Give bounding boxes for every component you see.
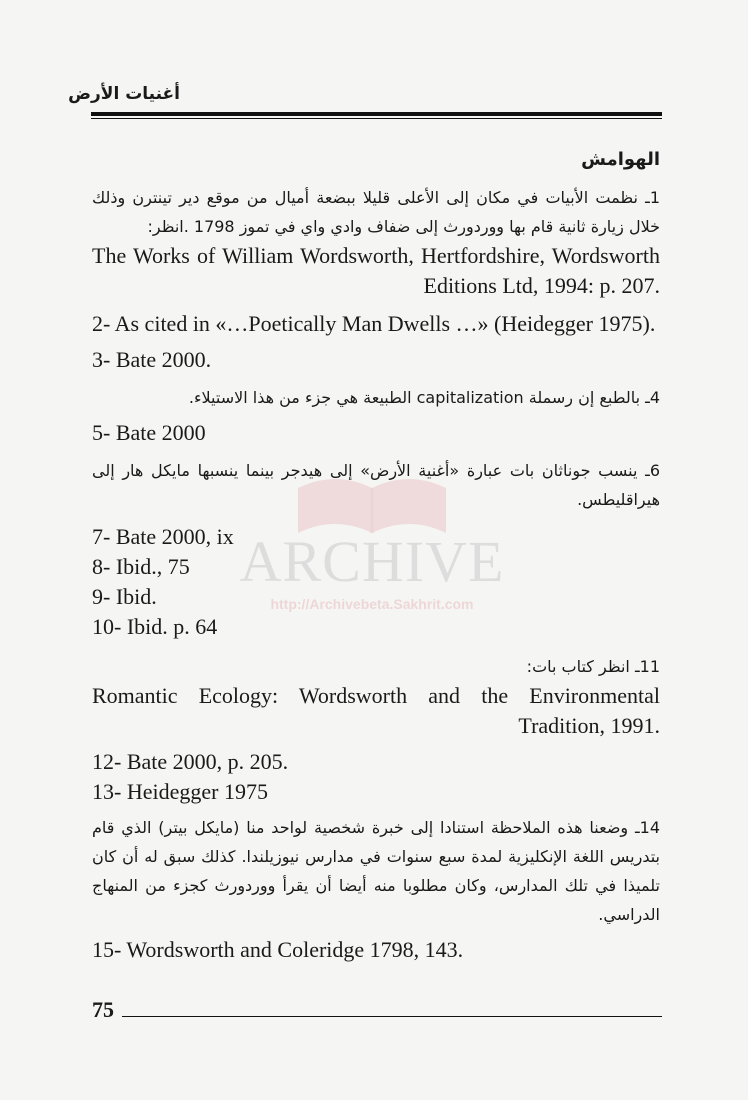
running-header <box>68 84 660 112</box>
footnote-10-text: 10- Ibid. p. 64 <box>92 614 218 639</box>
footnote-8 <box>92 552 660 582</box>
watermark-url: http://Archivebeta.Sakhrit.com <box>270 596 474 612</box>
footnote-13-text: 13- Heidegger 1975 <box>92 779 268 804</box>
footnotes-content <box>92 145 660 965</box>
footnote-5 <box>92 418 660 448</box>
footnote-4-arabic: 4ـ بالطبع إن رسملة capitalization الطبيعة هي جزء من هذا الاستيلاء. <box>188 388 660 407</box>
footnote-9 <box>92 582 660 612</box>
footnote-11-arabic: 11ـ انظر كتاب بات: <box>526 657 660 676</box>
footnote-7 <box>92 522 660 552</box>
footnote-14 <box>92 813 660 929</box>
footnote-3 <box>92 345 660 375</box>
header-rule-thick <box>91 112 662 116</box>
footnote-1-arabic: 1ـ نظمت الأبيات في مكان إلى الأعلى قليلا ببضعة أميال من موقع دير تينترن وذلك خلال زيارة ثانية قام بها ووردورث إلى ضفاف وادي واي في تموز 1798 .انظر: <box>92 188 660 236</box>
watermark-text: ARCHIVE <box>239 529 505 594</box>
footnote-6-arabic: 6ـ ينسب جوناثان بات عبارة «أغنية الأرض» إلى هيدجر بينما ينسبها مايكل هار إلى هيراقليطس. <box>92 461 660 509</box>
footnote-15-text: 15- Wordsworth and Coleridge 1798, 143. <box>92 937 464 962</box>
page-footer <box>92 998 662 1028</box>
footnote-1 <box>92 183 660 301</box>
footnote-11 <box>92 652 660 741</box>
footnote-7-text: 7- Bate 2000, ix <box>92 524 234 549</box>
footer-rule <box>122 1016 662 1017</box>
footnote-2-text: 2- As cited in «…Poetically Man Dwells …» (Heidegger 1975). <box>92 311 656 336</box>
header-rule-thin <box>91 118 662 119</box>
page-number: 75 <box>92 997 114 1022</box>
footnote-8-text: 8- Ibid., 75 <box>92 554 190 579</box>
footnote-12-text: 12- Bate 2000, p. 205. <box>92 749 289 774</box>
footnote-6 <box>92 456 660 514</box>
footnote-3-text: 3- Bate 2000. <box>92 347 212 372</box>
footnote-4 <box>92 383 660 412</box>
footnote-10 <box>92 612 660 642</box>
section-title: الهوامش <box>581 149 660 170</box>
footnote-2 <box>92 309 660 339</box>
footnote-12 <box>92 747 660 777</box>
footnote-14-arabic: 14ـ وضعنا هذه الملاحظة استنادا إلى خبرة شخصية لواحد منا (مايكل بيتر) الذي قام بتدريس اللغة الإنكليزية لمدة سبع سنوات في مدارس نيوزيلندا. كذلك سبق له أن كان تلميذا في تلك المدارس، وكان مطلوبا منه أيضا أن يقرأ ووردورث كجزء من المنهاج الدراسي. <box>92 818 660 924</box>
footnote-5-text: 5- Bate 2000 <box>92 420 206 445</box>
footnote-15 <box>92 935 660 965</box>
footnote-9-text: 9- Ibid. <box>92 584 157 609</box>
footnote-11-english: Romantic Ecology: Wordsworth and the Environmental Tradition, 1991. <box>92 683 660 738</box>
footnote-1-english: The Works of William Wordsworth, Hertfordshire, Wordsworth Editions Ltd, 1994: p. 207. <box>92 243 660 298</box>
footnote-13 <box>92 777 660 807</box>
running-title: أغنيات الأرض <box>68 84 180 104</box>
